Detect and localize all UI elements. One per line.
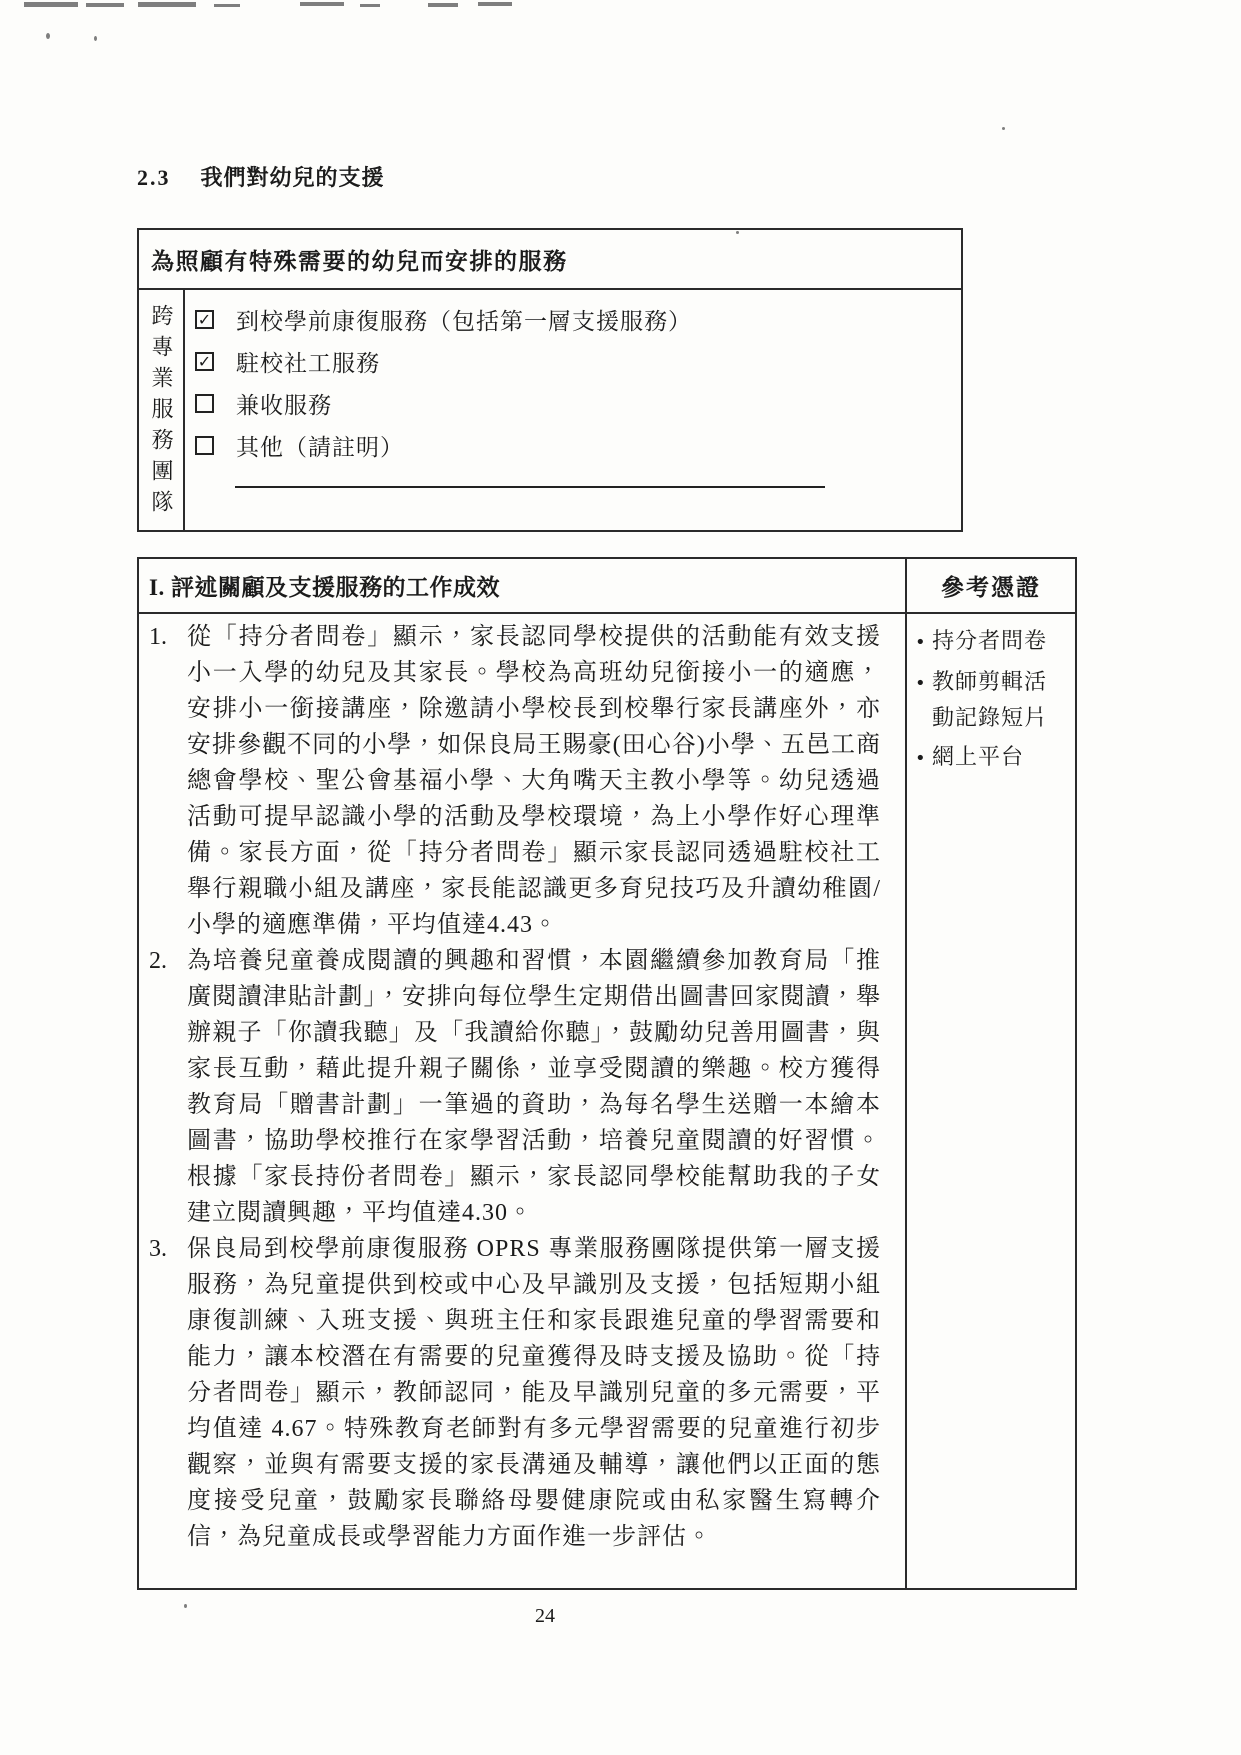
bullet-icon: •: [915, 673, 927, 694]
bullet-icon: •: [915, 632, 927, 653]
section-title: 我們對幼兒的支援: [200, 165, 385, 190]
reference-list: [907, 614, 1075, 1588]
review-item-text: 從「持分者問卷」顯示，家長認同學校提供的活動能有效支援小一入學的幼兒及其家長。學校為高班幼兒銜接小一的適應，安排小一銜接講座，除邀請小學校長到校舉行家長講座外，亦安排參觀不同的小學，如保良局王賜豪(田心谷)小學、五邑工商總會學校、聖公會基福小學、大角嘴天主教小學等。幼兒透過活動可提早認識小學的活動及學校環境，為上小學作好心理準備。家長方面，從「持分者問卷」顯示家長認同透過駐校社工舉行親職小組及講座，家長能認識更多育兒技巧及升讀幼稚園/小學的適應準備，平均值達4.43。: [187, 624, 881, 938]
services-options: [185, 290, 961, 530]
review-item-text: 保良局到校學前康復服務 OPRS 專業服務團隊提供第一層支援服務，為兒童提供到校或中心及早識別及支援，包括短期小組康復訓練、入班支援、與班主任和家長跟進兒童的學習需要和能力，讓本校潛在有需要的兒童獲得及時支援及協助。從「持分者問卷」顯示，教師認同，能及早識別兒童的多元需要，平均值達 4.67。特殊教育老師對有多元學習需要的兒童進行初步觀察，並與有需要支援的家長溝通及輔導，讓他們以正面的態度接受兒童，鼓勵家長聯絡母嬰健康院或由私家醫生寫轉介信，為兒童成長或學習能力方面作進一步評估。: [187, 1236, 881, 1550]
reference-item: [915, 665, 1061, 735]
review-item-number: 3.: [149, 1236, 167, 1262]
section-number: 2.3: [137, 165, 171, 190]
checkbox-checked-icon: ✓: [195, 310, 214, 329]
blank-fill-line: [235, 486, 825, 488]
service-option: [195, 388, 961, 418]
bullet-icon: •: [915, 748, 927, 769]
service-option-label: 兼收服務: [236, 392, 332, 418]
review-item: [149, 943, 881, 1231]
service-option-label: 其他（請註明）: [236, 434, 404, 460]
review-table-title: I. 評述關顧及支援服務的工作成效: [139, 559, 907, 612]
reference-item: [915, 740, 1061, 776]
services-table-body: [139, 290, 961, 530]
review-item-number: 1.: [149, 624, 167, 650]
services-table: [137, 228, 963, 532]
review-table-header-row: [139, 559, 1075, 614]
service-option: [195, 430, 961, 460]
services-table-title: 為照顧有特殊需要的幼兒而安排的服務: [139, 230, 961, 290]
review-table: [137, 557, 1077, 1590]
review-item-text: 為培養兒童養成閱讀的興趣和習慣，本園繼續參加教育局「推廣閱讀津貼計劃」，安排向每位學生定期借出圖書回家閱讀，舉辦親子「你讀我聽」及「我讀給你聽」，鼓勵幼兒善用圖書，與家長互動，藉此提升親子關係，並享受閱讀的樂趣。校方獲得教育局「贈書計劃」一筆過的資助，為每名學生送贈一本繪本圖書，協助學校推行在家學習活動，培養兒童閱讀的好習慣。根據「家長持份者問卷」顯示，家長認同學校能幫助我的子女建立閱讀興趣，平均值達4.30。: [187, 948, 881, 1226]
reference-item: [915, 624, 1061, 660]
service-option: [195, 346, 961, 376]
review-item: [149, 619, 881, 943]
reference-column-title: 參考憑證: [941, 575, 1041, 600]
reference-item-text: 教師剪輯活動記錄短片: [932, 669, 1048, 730]
service-option: [195, 304, 961, 334]
checkbox-checked-icon: ✓: [195, 352, 214, 371]
services-row-header-text: 跨專業服務團隊: [149, 304, 174, 521]
section-heading: [137, 161, 385, 192]
checkbox-unchecked-icon: [195, 394, 214, 413]
review-item: [149, 1231, 881, 1555]
page-number: 24: [535, 1605, 555, 1627]
checkbox-unchecked-icon: [195, 436, 214, 455]
review-items: [139, 614, 907, 1588]
reference-item-text: 網上平台: [932, 744, 1025, 769]
services-row-header: [139, 290, 185, 530]
reference-item-text: 持分者問卷: [932, 628, 1048, 653]
review-item-number: 2.: [149, 948, 167, 974]
service-option-label: 駐校社工服務: [236, 350, 380, 376]
service-option-label: 到校學前康復服務（包括第一層支援服務）: [236, 308, 692, 334]
review-table-body: [139, 614, 1075, 1588]
